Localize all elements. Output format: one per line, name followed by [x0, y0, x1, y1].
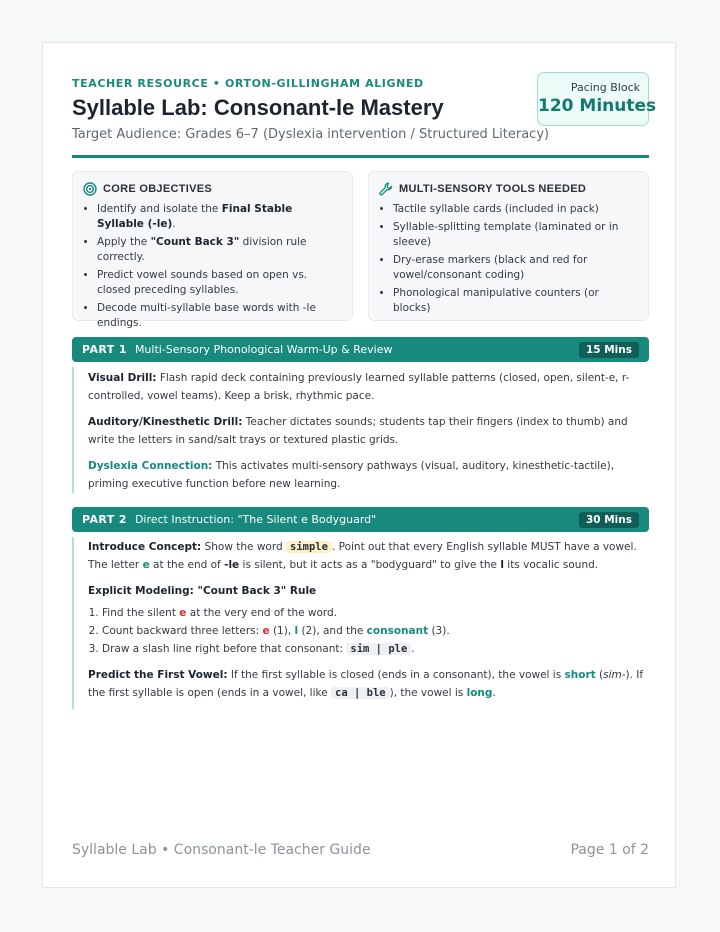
visual-drill: Visual Drill: Flash rapid deck containing previously learned syllable patterns (closed, open, silent-e, r-controlled, vowel teams). Keep a brisk, rhythmic pace. [88, 372, 630, 402]
page [42, 42, 676, 888]
part1-title: Multi-Sensory Phonological Warm-Up & Review [134, 343, 393, 356]
objective-item: • Identify and isolate the Final Stable Syllable (-le). [97, 202, 340, 232]
page-footer [72, 842, 649, 858]
page-subtitle: Target Audience: Grades 6–7 (Dyslexia intervention / Structured Literacy) [72, 127, 550, 142]
tool-item: • Tactile syllable cards (included in pack) [393, 202, 636, 217]
pacing-badge [537, 72, 657, 126]
target-icon [83, 182, 97, 196]
part2-body [72, 537, 649, 709]
part1-duration: 15 Mins [579, 342, 639, 358]
page-title: Syllable Lab: Consonant-le Mastery [72, 95, 444, 120]
part1-body [72, 367, 649, 493]
step-item: 1. Find the silent e at the very end of the word. [102, 604, 649, 622]
part1-header [72, 337, 649, 362]
dyslexia-connection: Dyslexia Connection: This activates multi-sensory pathways (visual, auditory, kinesthetic-tactile), priming executive function before new learning. [88, 460, 615, 490]
pacing-label: Pacing Block [570, 81, 640, 94]
tools-heading [379, 182, 636, 196]
objective-item: • Apply the "Count Back 3" division rule correctly. [97, 235, 340, 265]
tool-item: • Dry-erase markers (black and red for vowel/consonant coding) [393, 253, 636, 283]
objectives-list [83, 202, 340, 331]
part2-header [72, 507, 649, 532]
predict-first-vowel: Predict the First Vowel: If the first syllable is closed (ends in a consonant), the vowel is short (sim-). If the first syllable is open (ends in a vowel, like ca | ble ), the vowel is long. [88, 669, 644, 699]
introduce-concept: Introduce Concept: Show the word simple . Point out that every English syllable MUST have a vowel. The letter e at the end of -le is silent, but it acts as a "bodyguard" to give the l its vocalic sound. [88, 541, 637, 571]
tools-title: MULTI-SENSORY TOOLS NEEDED [399, 183, 587, 195]
objectives-title: CORE OBJECTIVES [103, 183, 213, 195]
part2-title: Direct Instruction: "The Silent e Bodyguard" [134, 513, 377, 526]
footer-page-number: Page 1 of 2 [570, 842, 649, 858]
part2-number: PART 2 [82, 513, 127, 526]
modeling-steps [88, 604, 649, 658]
auditory-drill: Auditory/Kinesthetic Drill: Teacher dictates sounds; students tap their fingers (index to thumb) and write the letters in sand/salt trays or textured plastic grids. [88, 416, 628, 446]
wrench-icon [379, 182, 393, 196]
objective-item: • Predict vowel sounds based on open vs. closed preceding syllables. [97, 268, 340, 298]
tools-card [368, 171, 649, 321]
objective-item: • Decode multi-syllable base words with -le endings. [97, 301, 340, 331]
objectives-card [72, 171, 353, 329]
pacing-value: 120 Minutes [538, 96, 657, 116]
header-divider [72, 155, 649, 158]
tools-list [379, 202, 636, 316]
split-sim-ple: sim | ple [346, 643, 411, 655]
tool-item: • Syllable-splitting template (laminated or in sleeve) [393, 220, 636, 250]
modeling-heading: Explicit Modeling: "Count Back 3" Rule [88, 585, 317, 597]
split-ca-ble: ca | ble [331, 687, 390, 699]
step-item: 2. Count backward three letters: e (1), l (2), and the consonant (3). [102, 622, 649, 640]
footer-guide-title: Syllable Lab • Consonant-le Teacher Guide [72, 842, 371, 858]
eyebrow-label: TEACHER RESOURCE • ORTON-GILLINGHAM ALIGNED [72, 77, 424, 90]
step-item: 3. Draw a slash line right before that consonant: sim | ple . [102, 640, 649, 658]
tool-item: • Phonological manipulative counters (or blocks) [393, 286, 636, 316]
part1-number: PART 1 [82, 343, 127, 356]
word-simple: simple [286, 541, 332, 553]
part2-duration: 30 Mins [579, 512, 639, 528]
objectives-heading [83, 182, 340, 196]
